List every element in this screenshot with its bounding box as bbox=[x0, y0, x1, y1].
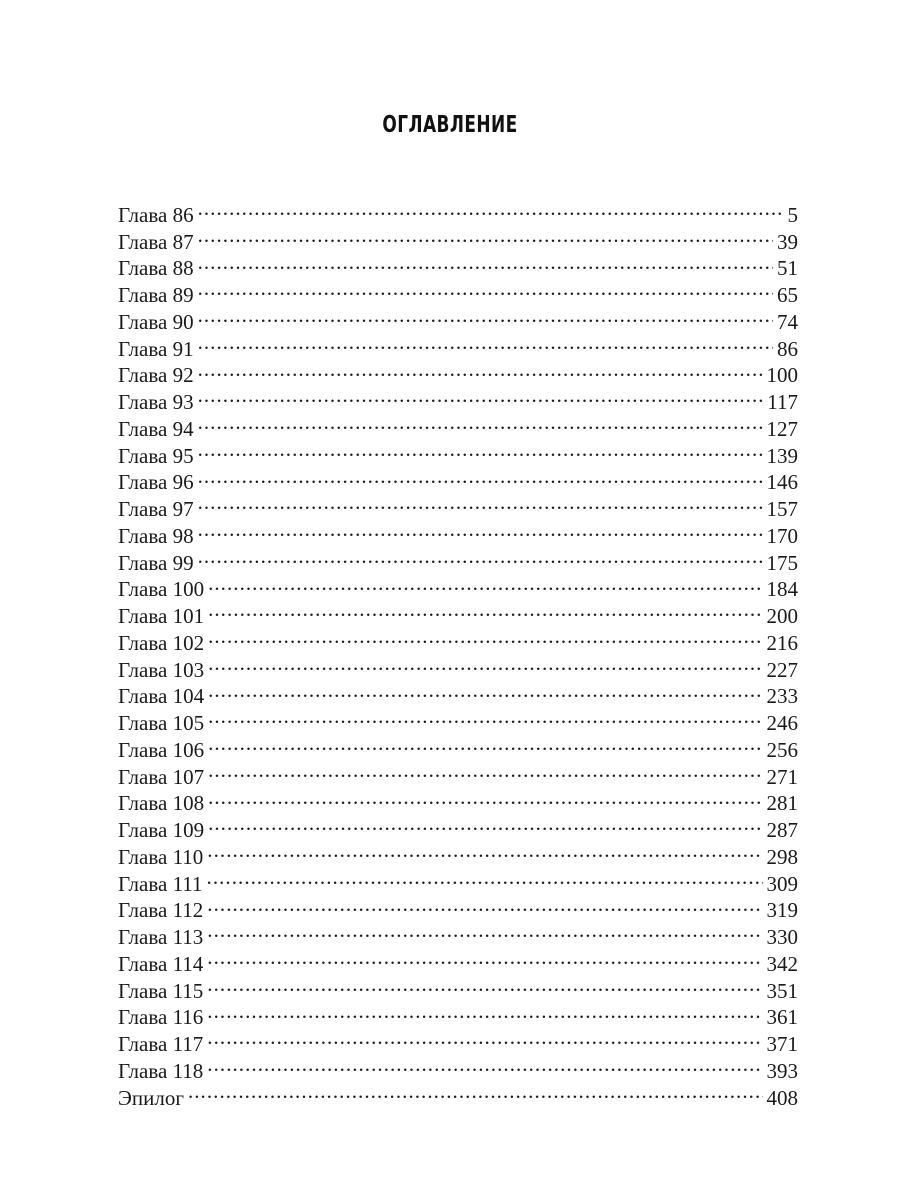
toc-entry-label: Глава 98 bbox=[118, 523, 194, 543]
toc-entry-page-number: 330 bbox=[766, 925, 798, 944]
toc-entry-label: Глава 87 bbox=[118, 229, 194, 249]
dot-leader bbox=[198, 516, 763, 543]
toc-entry-page-number: 233 bbox=[766, 684, 798, 704]
toc-entry-page-number: 361 bbox=[766, 1005, 798, 1025]
toc-entry-label: Глава 92 bbox=[118, 363, 194, 383]
toc-entry-label: Глава 91 bbox=[118, 336, 194, 356]
toc-entry-page-number: 227 bbox=[766, 657, 798, 677]
toc-entry-page-number: 393 bbox=[766, 1058, 798, 1078]
dot-leader bbox=[207, 864, 763, 891]
toc-entry-page-number: 216 bbox=[766, 630, 798, 650]
dot-leader bbox=[207, 944, 762, 971]
dot-leader bbox=[198, 409, 763, 436]
dot-leader bbox=[208, 757, 762, 784]
toc-entry-page-number: 319 bbox=[766, 898, 798, 918]
toc-entry-page-number: 184 bbox=[766, 577, 798, 597]
dot-leader bbox=[188, 1078, 763, 1105]
toc-entry-page-number: 246 bbox=[766, 711, 798, 730]
toc-entry bbox=[118, 864, 798, 891]
toc-entry bbox=[118, 302, 798, 329]
toc-entry bbox=[118, 195, 798, 222]
toc-entry-label: Глава 110 bbox=[118, 844, 204, 864]
dot-leader bbox=[208, 570, 762, 597]
toc-entry-label: Глава 117 bbox=[118, 1032, 204, 1051]
toc-entry bbox=[118, 275, 798, 302]
toc-entry-label: Эпилог bbox=[118, 1085, 184, 1105]
toc-entry bbox=[118, 650, 798, 677]
toc-entry bbox=[118, 784, 798, 811]
toc-entry-page-number: 86 bbox=[777, 336, 798, 356]
toc-entry bbox=[118, 837, 798, 864]
dot-leader bbox=[207, 1024, 762, 1051]
toc-entry-label: Глава 86 bbox=[118, 202, 194, 222]
dot-leader bbox=[198, 222, 773, 249]
toc-entry-page-number: 74 bbox=[777, 309, 798, 329]
toc-entry-label: Глава 111 bbox=[118, 871, 203, 891]
toc-entry-label: Глава 94 bbox=[118, 416, 194, 436]
toc-entry-label: Глава 116 bbox=[118, 1005, 204, 1025]
toc-entry-label: Глава 112 bbox=[118, 898, 204, 918]
dot-leader bbox=[208, 703, 762, 730]
toc-entry-page-number: 127 bbox=[766, 416, 798, 436]
page-title: ОГЛАВЛЕНИЕ bbox=[382, 112, 518, 138]
dot-leader bbox=[208, 677, 762, 704]
toc-entry bbox=[118, 703, 798, 730]
dot-leader bbox=[198, 356, 763, 383]
toc-entry-label: Глава 113 bbox=[118, 925, 204, 944]
toc-entry-label: Глава 95 bbox=[118, 443, 194, 463]
toc-entry-label: Глава 100 bbox=[118, 577, 205, 597]
toc-entry-page-number: 170 bbox=[766, 523, 798, 543]
toc-entry bbox=[118, 891, 798, 918]
toc-entry bbox=[118, 810, 798, 837]
dot-leader bbox=[208, 650, 762, 677]
dot-leader bbox=[207, 971, 762, 998]
toc-entry bbox=[118, 1051, 798, 1078]
toc-entry-label: Глава 99 bbox=[118, 550, 194, 570]
dot-leader bbox=[198, 436, 763, 463]
dot-leader bbox=[208, 730, 762, 757]
toc-entry-label: Глава 109 bbox=[118, 818, 205, 837]
toc-entry-label: Глава 93 bbox=[118, 390, 194, 409]
dot-leader bbox=[207, 998, 762, 1025]
toc-entry bbox=[118, 917, 798, 944]
dot-leader bbox=[198, 543, 763, 570]
toc-entry-label: Глава 107 bbox=[118, 764, 205, 784]
toc-entry-label: Глава 96 bbox=[118, 470, 194, 490]
toc-entry-page-number: 175 bbox=[766, 550, 798, 570]
toc-entry-page-number: 117 bbox=[767, 390, 798, 409]
toc-entry bbox=[118, 570, 798, 597]
toc-entry bbox=[118, 757, 798, 784]
toc-entry-label: Глава 108 bbox=[118, 791, 205, 811]
toc-entry bbox=[118, 249, 798, 276]
dot-leader bbox=[198, 195, 784, 222]
toc-entry bbox=[118, 543, 798, 570]
toc-entry-label: Глава 101 bbox=[118, 604, 205, 623]
toc-entry bbox=[118, 623, 798, 650]
toc-entry-page-number: 146 bbox=[766, 470, 798, 490]
dot-leader bbox=[198, 382, 764, 409]
toc-entry bbox=[118, 489, 798, 516]
dot-leader bbox=[208, 596, 762, 623]
toc-entry bbox=[118, 971, 798, 998]
toc-entry bbox=[118, 382, 798, 409]
toc-entry-page-number: 271 bbox=[766, 764, 798, 784]
toc-entry-page-number: 256 bbox=[766, 737, 798, 757]
dot-leader bbox=[207, 891, 762, 918]
toc-entry bbox=[118, 463, 798, 490]
toc-entry-page-number: 157 bbox=[766, 497, 798, 516]
toc-entry-label: Глава 103 bbox=[118, 657, 205, 677]
toc-entry-label: Глава 90 bbox=[118, 309, 194, 329]
dot-leader bbox=[198, 463, 763, 490]
dot-leader bbox=[207, 1051, 762, 1078]
dot-leader bbox=[198, 489, 763, 516]
toc-entry-label: Глава 106 bbox=[118, 737, 205, 757]
toc-entry bbox=[118, 409, 798, 436]
toc-entry-page-number: 39 bbox=[777, 229, 798, 249]
dot-leader bbox=[208, 810, 762, 837]
toc-entry-label: Глава 105 bbox=[118, 711, 205, 730]
toc-entry-label: Глава 115 bbox=[118, 978, 204, 998]
toc-entry-page-number: 200 bbox=[766, 604, 798, 623]
toc-entry bbox=[118, 998, 798, 1025]
toc-entry-page-number: 298 bbox=[766, 844, 798, 864]
toc-entry-page-number: 51 bbox=[777, 256, 798, 276]
dot-leader bbox=[198, 249, 773, 276]
toc-entry-page-number: 351 bbox=[766, 978, 798, 998]
toc-entry-label: Глава 118 bbox=[118, 1058, 204, 1078]
toc-entry-page-number: 5 bbox=[787, 202, 798, 222]
toc-entry-label: Глава 89 bbox=[118, 283, 194, 302]
toc-entry bbox=[118, 730, 798, 757]
toc-entry-label: Глава 97 bbox=[118, 497, 194, 516]
dot-leader bbox=[198, 275, 773, 302]
toc-entry bbox=[118, 516, 798, 543]
toc-entry bbox=[118, 436, 798, 463]
toc-entry bbox=[118, 944, 798, 971]
toc-entry bbox=[118, 356, 798, 383]
toc-entry-page-number: 65 bbox=[777, 283, 798, 302]
toc-entry-label: Глава 104 bbox=[118, 684, 205, 704]
toc-entry-page-number: 408 bbox=[766, 1085, 798, 1105]
dot-leader bbox=[207, 917, 762, 944]
toc-entry-page-number: 287 bbox=[766, 818, 798, 837]
toc-entry-page-number: 342 bbox=[766, 951, 798, 971]
table-of-contents bbox=[118, 195, 798, 1105]
dot-leader bbox=[208, 623, 762, 650]
toc-entry-page-number: 100 bbox=[766, 363, 798, 383]
toc-entry-label: Глава 114 bbox=[118, 951, 204, 971]
toc-entry bbox=[118, 1078, 798, 1105]
dot-leader bbox=[198, 302, 773, 329]
toc-entry-page-number: 309 bbox=[766, 871, 798, 891]
toc-entry bbox=[118, 1024, 798, 1051]
toc-entry-page-number: 281 bbox=[766, 791, 798, 811]
toc-entry-label: Глава 88 bbox=[118, 256, 194, 276]
toc-entry-label: Глава 102 bbox=[118, 630, 205, 650]
toc-entry bbox=[118, 329, 798, 356]
toc-entry bbox=[118, 596, 798, 623]
dot-leader bbox=[207, 837, 762, 864]
toc-entry bbox=[118, 677, 798, 704]
toc-entry-page-number: 139 bbox=[766, 443, 798, 463]
dot-leader bbox=[198, 329, 773, 356]
dot-leader bbox=[208, 784, 762, 811]
toc-entry-page-number: 371 bbox=[766, 1032, 798, 1051]
toc-entry bbox=[118, 222, 798, 249]
